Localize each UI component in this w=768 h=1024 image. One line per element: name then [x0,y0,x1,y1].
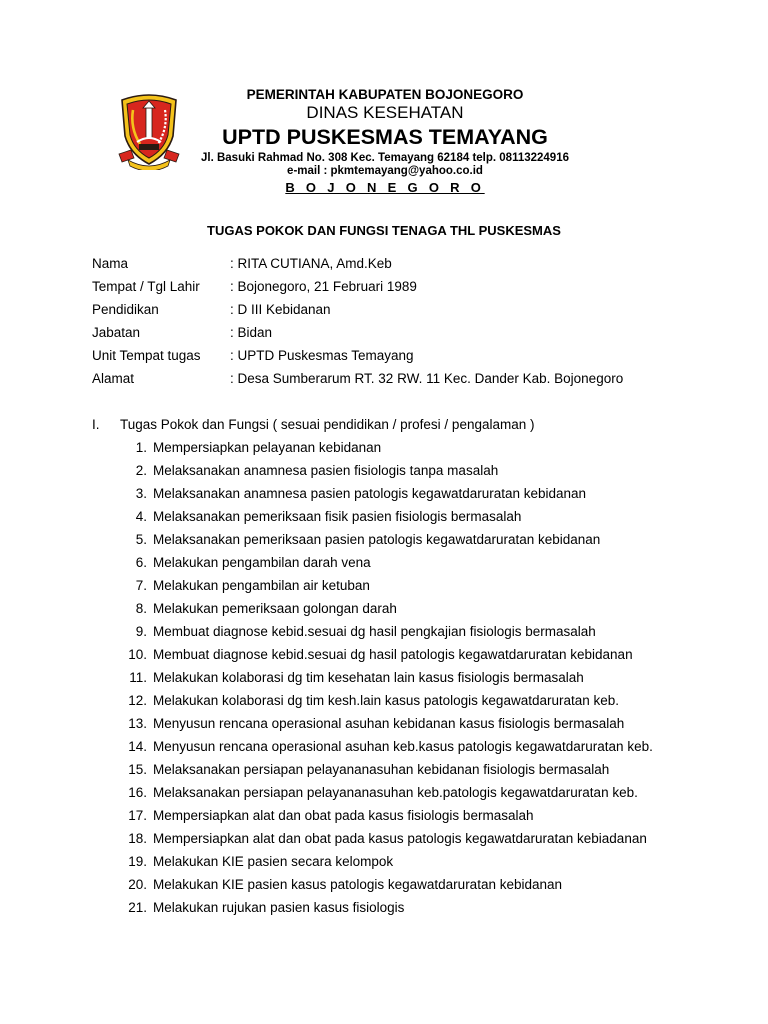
task-number: 21. [128,900,147,915]
task-text: Melaksanakan anamnesa pasien patologis kegawatdaruratan kebidanan [153,486,587,501]
task-item [120,804,653,827]
task-text: Melakukan pemeriksaan golongan darah [153,601,397,616]
task-item [120,781,653,804]
task-number: 5. [135,532,147,547]
task-item [120,459,653,482]
task-text: Melakukan KIE pasien secara kelompok [153,854,394,869]
task-number: 8. [135,601,147,616]
task-number: 13. [128,716,147,731]
task-item [120,597,653,620]
document-title: TUGAS POKOK DAN FUNGSI TENAGA THL PUSKESMAS [207,223,561,238]
task-item [120,643,653,666]
task-text: Menyusun rencana operasional asuhan keb.kasus patologis kegawatdaruratan keb. [153,739,653,754]
identity-label: Pendidikan [92,302,159,317]
address-line: Jl. Basuki Rahmad No. 308 Kec. Temayang 62184 telp. 08113224916 [201,152,569,164]
identity-value: : D III Kebidanan [230,302,331,317]
task-number: 11. [129,670,147,685]
identity-label: Alamat [92,371,135,386]
task-text: Melaksanakan anamnesa pasien fisiologis tanpa masalah [153,463,499,478]
task-number: 2. [135,463,147,478]
identity-value: : Bidan [230,325,273,340]
task-item [120,620,653,643]
task-text: Melaksanakan persiapan pelayananasuhan kebidanan fisiologis bermasalah [153,762,610,777]
task-text: Melaksanakan pemeriksaan pasien patologis kegawatdaruratan kebidanan [153,532,601,547]
identity-row-work-unit [92,344,623,367]
task-number: 9. [135,624,147,639]
identity-label: Jabatan [92,325,141,340]
task-number: 15. [128,762,147,777]
task-item [120,689,653,712]
identity-row-position [92,321,623,344]
task-text: Melakukan pengambilan darah vena [153,555,371,570]
task-item [120,666,653,689]
task-item [120,528,653,551]
task-text: Mempersiapkan alat dan obat pada kasus fisiologis bermasalah [153,808,534,823]
task-number: 6. [135,555,147,570]
task-text: Melakukan rujukan pasien kasus fisiologis [153,900,405,915]
identity-label: Unit Tempat tugas [92,348,201,363]
task-text: Membuat diagnose kebid.sesuai dg hasil patologis kegawatdaruratan kebidanan [153,647,633,662]
task-number: 4. [135,509,147,524]
identity-value: : UPTD Puskesmas Temayang [230,348,414,363]
task-number: 7. [135,578,147,593]
task-text: Melaksanakan pemeriksaan fisik pasien fisiologis bermasalah [153,509,522,524]
identity-label: Tempat / Tgl Lahir [92,279,200,294]
task-item [120,735,653,758]
task-item [120,551,653,574]
identity-row-address [92,367,623,390]
section-number: I. [92,417,100,432]
task-item [120,873,653,896]
task-text: Melakukan KIE pasien kasus patologis kegawatdaruratan kebidanan [153,877,563,892]
task-number: 16. [128,785,147,800]
identity-row-education [92,298,623,321]
identity-value: : Bojonegoro, 21 Februari 1989 [230,279,417,294]
task-item [120,827,653,850]
identity-row-birth [92,275,623,298]
city-name: B O J O N E G O R O [285,180,485,195]
task-text: Mempersiapkan alat dan obat pada kasus patologis kegawatdaruratan kebiadanan [153,831,647,846]
task-number: 12. [128,693,147,708]
task-number: 20. [128,877,147,892]
institution-name: UPTD PUSKESMAS TEMAYANG [222,125,548,149]
task-text: Membuat diagnose kebid.sesuai dg hasil pengkajian fisiologis bermasalah [153,624,596,639]
task-text: Melakukan pengambilan air ketuban [153,578,370,593]
task-item [120,850,653,873]
task-item [120,505,653,528]
task-text: Melaksanakan persiapan pelayananasuhan keb.patologis kegawatdaruratan keb. [153,785,638,800]
task-text: Melakukan kolaborasi dg tim kesehatan lain kasus fisiologis bermasalah [153,670,584,685]
task-item [120,574,653,597]
task-item [120,482,653,505]
section-heading [92,413,535,436]
task-number: 17. [128,808,147,823]
task-item [120,896,653,919]
letterhead [180,86,590,197]
identity-label: Nama [92,256,129,271]
section-title: Tugas Pokok dan Fungsi ( sesuai pendidikan / profesi / pengalaman ) [120,417,535,432]
task-number: 1. [135,440,147,455]
task-text: Melakukan kolaborasi dg tim kesh.lain kasus patologis kegawatdaruratan keb. [153,693,620,708]
task-item [120,436,653,459]
task-list [120,436,653,919]
task-number: 14. [128,739,147,754]
task-item [120,758,653,781]
task-number: 3. [135,486,147,501]
bojonegoro-emblem-logo [118,92,180,170]
task-text: Menyusun rencana operasional asuhan kebidanan kasus fisiologis bermasalah [153,716,625,731]
email-line: e-mail : pkmtemayang@yahoo.co.id [287,165,483,177]
identity-block [92,252,623,390]
task-text: Mempersiapkan pelayanan kebidanan [153,440,382,455]
government-name: PEMERINTAH KABUPATEN BOJONEGORO [246,87,524,102]
task-item [120,712,653,735]
identity-value: : Desa Sumberarum RT. 32 RW. 11 Kec. Dander Kab. Bojonegoro [230,371,624,386]
task-number: 10. [128,647,147,662]
identity-row-name [92,252,623,275]
task-number: 18. [128,831,147,846]
agency-name: DINAS KESEHATAN [306,103,464,122]
identity-value: : RITA CUTIANA, Amd.Keb [230,256,392,271]
task-number: 19. [128,854,147,869]
